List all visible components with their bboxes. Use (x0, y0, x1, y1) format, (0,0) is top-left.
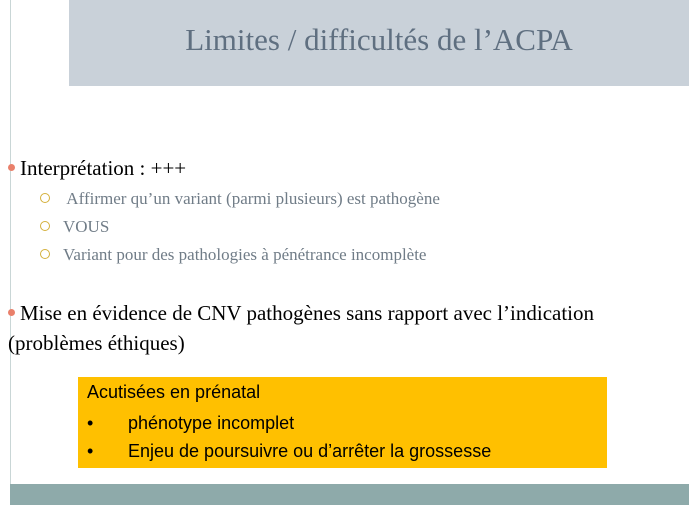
bullet-cnv (8, 298, 648, 358)
bullet-dot-icon (8, 309, 15, 316)
slide-title: Limites / difficultés de l’ACPA (185, 22, 573, 57)
sub-item-affirmer (40, 189, 440, 209)
bullet-cnv-label: Mise en évidence de CNV pathogènes sans rapport avec l’indication (problèmes éthiques) (8, 301, 595, 355)
highlight-box-title: Acutisées en prénatal (87, 382, 261, 402)
bullet-dot-icon (8, 164, 15, 171)
ring-bullet-icon (40, 193, 50, 203)
bullet-symbol: • (87, 441, 94, 461)
highlight-box (78, 377, 607, 468)
footer-bar (10, 484, 689, 505)
slide-left-border (10, 0, 11, 484)
highlight-box-item-label: phénotype incomplet (128, 413, 295, 433)
highlight-box-item (87, 413, 294, 434)
highlight-box-item (87, 441, 491, 462)
sub-item-label: Affirmer qu’un variant (parmi plusieurs) est pathogène (63, 189, 440, 208)
bullet-interpretation (8, 156, 186, 181)
bullet-interpretation-label: Interprétation : +++ (20, 156, 187, 180)
sub-item-label: Variant pour des pathologies à pénétrance incomplète (63, 245, 427, 264)
ring-bullet-icon (40, 249, 50, 259)
bullet-symbol: • (87, 413, 94, 433)
sub-item-vous (40, 217, 109, 237)
highlight-box-item-label: Enjeu de poursuivre ou d’arrêter la grossesse (128, 441, 492, 461)
ring-bullet-icon (40, 221, 50, 231)
sub-item-penetrance (40, 245, 426, 265)
sub-item-label: VOUS (63, 217, 110, 236)
